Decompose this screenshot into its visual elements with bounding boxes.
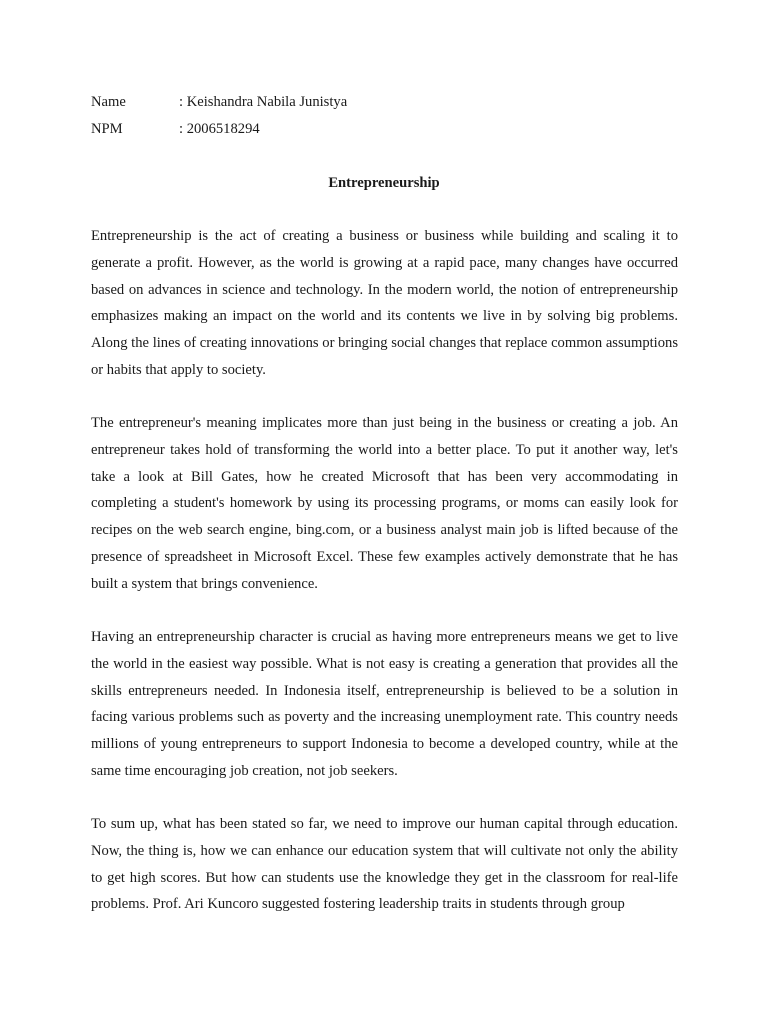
name-label: Name [91,94,126,110]
npm-label: NPM [91,121,123,137]
paragraph-2: The entrepreneur's meaning implicates more than just being in the business or creating a job. An entrepreneur takes hold of transforming the world into a better place. To put it another way, let's take a look at Bill Gates, how he created Microsoft that has been very accommodating in completing a student's homework by using its processing programs, or moms can easily look for recipes on the web search engine, bing.com, or a business analyst main job is lifted because of the presence of spreadsheet in Microsoft Excel. These few examples actively demonstrate that he has built a system that brings convenience. [91,415,678,592]
name-row [91,92,347,112]
npm-row [91,119,260,139]
npm-value: : 2006518294 [179,121,260,137]
document-title: Entrepreneurship [328,175,440,191]
name-value: : Keishandra Nabila Junistya [179,94,348,110]
paragraph-4: To sum up, what has been stated so far, we need to improve our human capital through education. Now, the thing is, how we can enhance our education system that will cultivate not only the ability to get high scores. But how can students use the knowledge they get in the classroom for real-life problems. Prof. Ari Kuncoro suggested fostering leadership traits in students through group [91,816,678,913]
paragraph-1: Entrepreneurship is the act of creating a business or business while building and scaling it to generate a profit. However, as the world is growing at a rapid pace, many changes have occurred based on advances in science and technology. In the modern world, the notion of entrepreneurship emphasizes making an impact on the world and its contents we live in by solving big problems. Along the lines of creating innovations or bringing social changes that replace common assumptions or habits that apply to society. [91,228,678,378]
paragraph-3: Having an entrepreneurship character is crucial as having more entrepreneurs means we get to live the world in the easiest way possible. What is not easy is creating a generation that provides all the skills entrepreneurs needed. In Indonesia itself, entrepreneurship is believed to be a solution in facing various problems such as poverty and the increasing unemployment rate. This country needs millions of young entrepreneurs to support Indonesia to become a developed country, while at the same time encouraging job creation, not job seekers. [91,629,678,779]
